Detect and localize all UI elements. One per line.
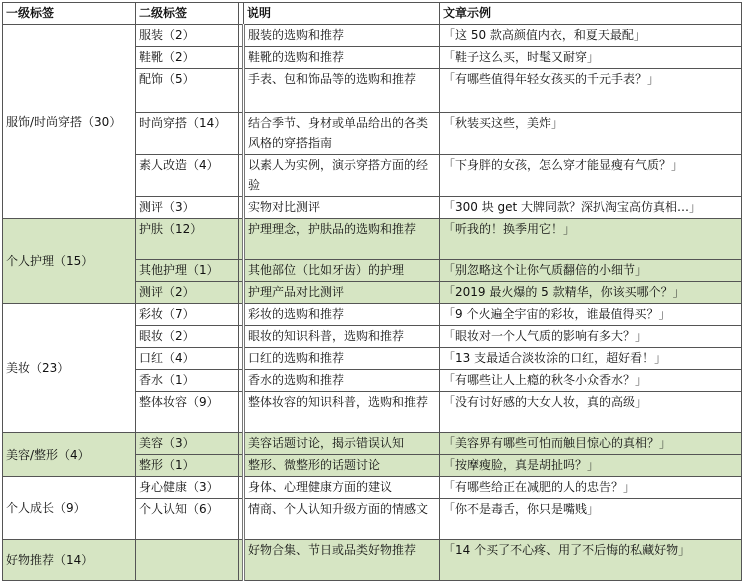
- example-cell: 「14 个买了不心疼、用了不后悔的私藏好物」: [440, 540, 742, 581]
- group-label-care: 个人护理（15）: [3, 219, 136, 304]
- subcategory-cell: 整体妆容（9）: [136, 392, 239, 433]
- subcategory-cell: 测评（2）: [136, 282, 239, 304]
- description-cell: 以素人为实例，演示穿搭方面的经验: [244, 155, 440, 197]
- description-cell: 香水的选购和推荐: [244, 370, 440, 392]
- description-cell: 好物合集、节日或品类好物推荐: [244, 540, 440, 581]
- example-cell: 「听我的！换季用它！」: [440, 219, 742, 260]
- example-cell: 「有哪些值得年轻女孩买的千元手表？」: [440, 69, 742, 113]
- subcategory-cell: 配饰（5）: [136, 69, 239, 113]
- table-row: [3, 219, 742, 260]
- subcategory-cell: 护肤（12）: [136, 219, 239, 260]
- description-cell: 整体妆容的知识科普，选购和推荐: [244, 392, 440, 433]
- subcategory-cell: 个人认知（6）: [136, 499, 239, 540]
- category-table-container: [2, 2, 742, 581]
- example-cell: 「你不是毒舌，你只是嘴贱」: [440, 499, 742, 540]
- table-row: [3, 433, 742, 455]
- header-desc: 说明: [244, 3, 440, 25]
- example-cell: 「有哪些让人上瘾的秋冬小众香水？」: [440, 370, 742, 392]
- subcategory-cell: 彩妆（7）: [136, 304, 239, 326]
- subcategory-cell: 眼妆（2）: [136, 326, 239, 348]
- table-row: [3, 477, 742, 499]
- table-row: [3, 540, 742, 581]
- example-cell: 「按摩瘦脸，真是胡扯吗？」: [440, 455, 742, 477]
- description-cell: 其他部位（比如牙齿）的护理: [244, 260, 440, 282]
- example-cell: 「300 块 get 大牌同款？深扒淘宝高仿真相…」: [440, 197, 742, 219]
- table-row: [3, 304, 742, 326]
- example-cell: 「鞋子这么买，时髦又耐穿」: [440, 47, 742, 69]
- example-cell: 「2019 最火爆的 5 款精华，你该买哪个？」: [440, 282, 742, 304]
- subcategory-cell: 口红（4）: [136, 348, 239, 370]
- table-row: [3, 25, 742, 47]
- subcategory-cell: 素人改造（4）: [136, 155, 239, 197]
- subcategory-cell: 身心健康（3）: [136, 477, 239, 499]
- subcategory-cell: 香水（1）: [136, 370, 239, 392]
- example-cell: 「别忽略这个让你气质翻倍的小细节」: [440, 260, 742, 282]
- example-cell: 「9 个火遍全宇宙的彩妆，谁最值得买？」: [440, 304, 742, 326]
- example-cell: 「这 50 款高颜值内衣，和夏天最配」: [440, 25, 742, 47]
- example-cell: 「没有讨好感的大女人妆，真的高级」: [440, 392, 742, 433]
- subcategory-cell: 服装（2）: [136, 25, 239, 47]
- description-cell: 情商、个人认知升级方面的情感文: [244, 499, 440, 540]
- description-cell: 手表、包和饰品等的选购和推荐: [244, 69, 440, 113]
- description-cell: 服装的选购和推荐: [244, 25, 440, 47]
- description-cell: 口红的选购和推荐: [244, 348, 440, 370]
- description-cell: 鞋靴的选购和推荐: [244, 47, 440, 69]
- group-label-makeup: 美妆（23）: [3, 304, 136, 433]
- header-level1: 一级标签: [3, 3, 136, 25]
- description-cell: 美容话题讨论，揭示错误认知: [244, 433, 440, 455]
- description-cell: 整形、微整形的话题讨论: [244, 455, 440, 477]
- description-cell: 结合季节、身材或单品给出的各类风格的穿搭指南: [244, 113, 440, 155]
- description-cell: 护理产品对比测评: [244, 282, 440, 304]
- subcategory-cell: 整形（1）: [136, 455, 239, 477]
- header-example: 文章示例: [440, 3, 742, 25]
- example-cell: 「下身胖的女孩，怎么穿才能显瘦有气质？」: [440, 155, 742, 197]
- description-cell: 彩妆的选购和推荐: [244, 304, 440, 326]
- description-cell: 护理理念，护肤品的选购和推荐: [244, 219, 440, 260]
- subcategory-cell: [136, 540, 239, 581]
- header-row: [3, 3, 742, 25]
- example-cell: 「眼妆对一个人气质的影响有多大？」: [440, 326, 742, 348]
- group-label-beauty: 美容/整形（4）: [3, 433, 136, 477]
- group-label-fashion: 服饰/时尚穿搭（30）: [3, 25, 136, 219]
- description-cell: 实物对比测评: [244, 197, 440, 219]
- example-cell: 「13 支最适合淡妆涂的口红，超好看！」: [440, 348, 742, 370]
- header-level2: 二级标签: [136, 3, 239, 25]
- group-label-growth: 个人成长（9）: [3, 477, 136, 540]
- subcategory-cell: 鞋靴（2）: [136, 47, 239, 69]
- description-cell: 身体、心理健康方面的建议: [244, 477, 440, 499]
- subcategory-cell: 其他护理（1）: [136, 260, 239, 282]
- description-cell: 眼妆的知识科普，选购和推荐: [244, 326, 440, 348]
- example-cell: 「有哪些给正在减肥的人的忠告？」: [440, 477, 742, 499]
- example-cell: 「美容界有哪些可怕而触目惊心的真相？」: [440, 433, 742, 455]
- subcategory-cell: 测评（3）: [136, 197, 239, 219]
- category-table: [2, 2, 742, 581]
- subcategory-cell: 时尚穿搭（14）: [136, 113, 239, 155]
- subcategory-cell: 美容（3）: [136, 433, 239, 455]
- example-cell: 「秋装买这些，美炸」: [440, 113, 742, 155]
- group-label-goods: 好物推荐（14）: [3, 540, 136, 581]
